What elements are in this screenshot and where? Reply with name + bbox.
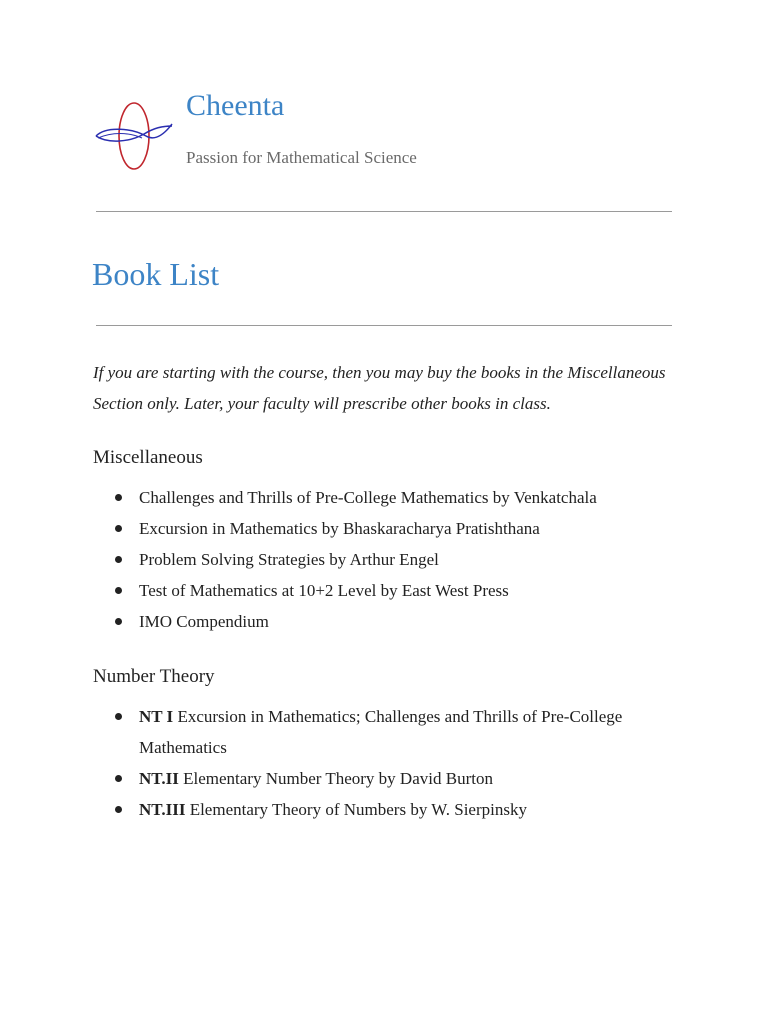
section-heading-number-theory: Number Theory [93, 666, 215, 687]
bullet-icon [115, 525, 122, 532]
bullet-icon [115, 713, 122, 720]
list-item [93, 544, 653, 575]
book-title: IMO Compendium [139, 612, 269, 631]
bullet-icon [115, 556, 122, 563]
page-title: Book List [92, 256, 220, 292]
book-title: Excursion in Mathematics; Challenges and Thrills of Pre-College Mathematics [139, 707, 623, 757]
bullet-icon [115, 587, 122, 594]
book-title: Elementary Number Theory by David Burton [183, 769, 493, 788]
bullet-icon [115, 806, 122, 813]
bullet-icon [115, 494, 122, 501]
course-code: NT I [139, 707, 174, 726]
list-item [93, 513, 653, 544]
list-item [93, 794, 653, 825]
list-item [93, 606, 653, 637]
book-title: Test of Mathematics at 10+2 Level by East West Press [139, 581, 509, 600]
course-code: NT.II [139, 769, 179, 788]
bullet-icon [115, 775, 122, 782]
book-title: Challenges and Thrills of Pre-College Mathematics by Venkatchala [139, 488, 597, 507]
bullet-icon [115, 618, 122, 625]
list-item [93, 482, 653, 513]
divider-bottom [96, 325, 672, 326]
course-code: NT.III [139, 800, 186, 819]
book-title: Excursion in Mathematics by Bhaskaracharya Pratishthana [139, 519, 540, 538]
list-item [93, 701, 653, 763]
intro-text: If you are starting with the course, then you may buy the books in the Miscellaneous Section only. Later, your faculty will prescribe other books in class. [93, 363, 666, 413]
tagline: Passion for Mathematical Science [186, 148, 417, 167]
divider-top [96, 211, 672, 212]
book-title: Problem Solving Strategies by Arthur Engel [139, 550, 439, 569]
book-list-number-theory [93, 701, 653, 825]
list-item [93, 763, 653, 794]
section-heading-miscellaneous: Miscellaneous [93, 447, 203, 468]
brand-name[interactable]: Cheenta [186, 89, 285, 122]
cheenta-logo-icon [92, 96, 176, 176]
list-item [93, 575, 653, 606]
book-title: Elementary Theory of Numbers by W. Sierpinsky [189, 800, 527, 819]
book-list-miscellaneous [93, 482, 653, 637]
